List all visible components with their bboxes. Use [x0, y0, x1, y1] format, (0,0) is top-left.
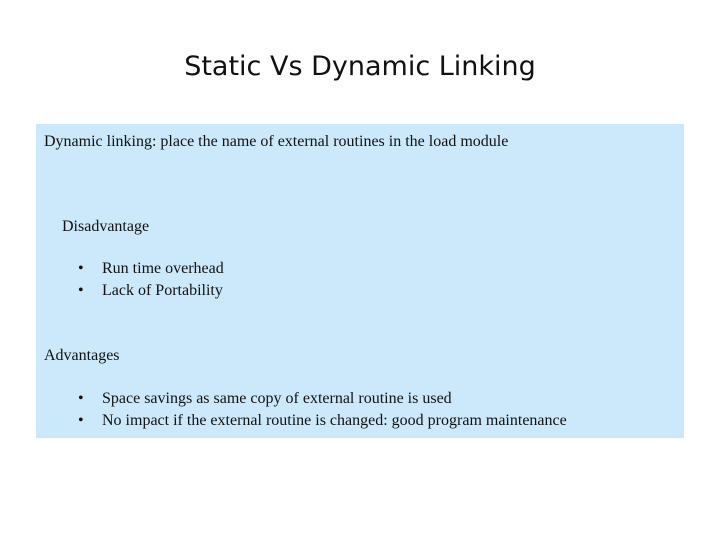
list-item: [78, 410, 567, 432]
disadvantage-list: [78, 258, 224, 302]
bullet-icon: •: [78, 412, 84, 429]
list-item: [78, 258, 224, 280]
bullet-icon: •: [78, 390, 84, 407]
list-item-text: No impact if the external routine is changed: good program maintenance: [102, 412, 567, 429]
list-item: [78, 388, 567, 410]
intro-text: Dynamic linking: place the name of external routines in the load module: [44, 133, 509, 150]
bullet-icon: •: [78, 282, 84, 299]
list-item-text: Lack of Portability: [102, 282, 223, 299]
bullet-icon: •: [78, 260, 84, 277]
list-item-text: Run time overhead: [102, 260, 224, 277]
advantages-heading: Advantages: [44, 347, 120, 364]
advantages-list: [78, 388, 567, 432]
content-box: [36, 124, 684, 438]
slide-title: Static Vs Dynamic Linking: [184, 51, 536, 82]
list-item: [78, 280, 224, 302]
list-item-text: Space savings as same copy of external routine is used: [102, 390, 452, 407]
disadvantage-heading: Disadvantage: [62, 218, 150, 235]
